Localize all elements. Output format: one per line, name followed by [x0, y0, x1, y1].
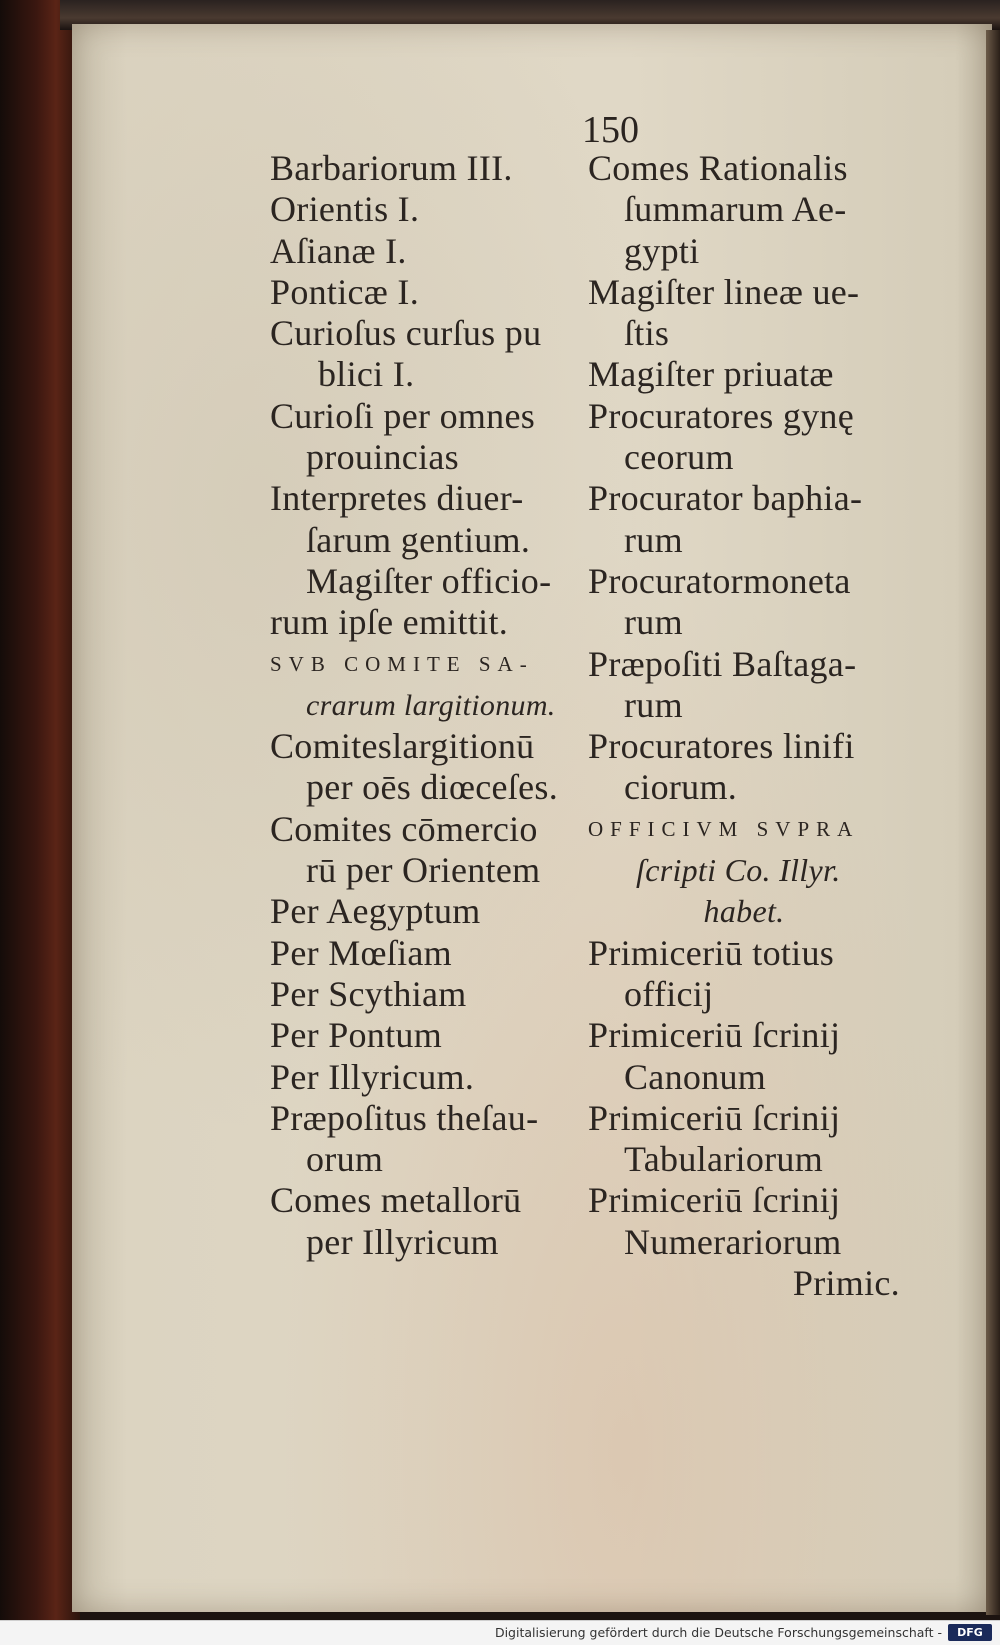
text-line: Curioſus curſus pu	[270, 313, 542, 354]
text-line: Tabulariorum	[624, 1139, 824, 1180]
section-heading-italic: crarum largitionum.	[306, 688, 556, 722]
section-heading-italic: habet.	[703, 893, 785, 930]
text-line: Numerariorum	[624, 1221, 842, 1262]
text-line: orum	[306, 1139, 384, 1180]
text-line: rum ipſe emittit.	[270, 602, 509, 643]
text-line: Comiteslargitionū	[270, 726, 535, 767]
text-line: Orientis I.	[270, 189, 420, 230]
text-line: Comes metallorū	[270, 1180, 522, 1221]
text-line: Magiſter lineæ ue-	[588, 271, 860, 312]
left-column	[270, 148, 580, 1263]
text-line: rum	[624, 684, 683, 725]
text-line: officij	[624, 973, 714, 1014]
text-line: ſarum gentium.	[306, 519, 531, 560]
text-line: Primiceriū ſcrinij	[588, 1180, 841, 1221]
text-line: Procuratores linifi	[588, 726, 855, 767]
text-line: Comites cōmercio	[270, 808, 538, 849]
text-line: rum	[624, 602, 683, 643]
text-line: rū per Orientem	[306, 850, 541, 891]
text-line: Magiſter priuatæ	[588, 354, 834, 395]
text-line: Per Scythiam	[270, 973, 467, 1014]
catchword: Primic.	[792, 1263, 900, 1304]
text-line: rum	[624, 519, 683, 560]
page-number: 150	[582, 109, 639, 151]
text-line: prouincias	[306, 437, 459, 478]
dfg-logo[interactable]: DFG	[948, 1624, 992, 1641]
book-binding	[0, 0, 80, 1620]
text-line: Canonum	[624, 1056, 767, 1097]
text-line: Magiſter officio-	[306, 560, 552, 601]
text-line: Curioſi per omnes	[270, 395, 536, 436]
text-line: Per Illyricum.	[270, 1056, 475, 1097]
page-edge	[986, 30, 1000, 1615]
text-line: ſummarum Ae-	[624, 189, 847, 230]
text-line: Per Aegyptum	[270, 891, 481, 932]
text-line: ciorum.	[624, 767, 738, 808]
text-line: Præpoſiti Baſtaga-	[588, 643, 857, 684]
text-line: Primiceriū totius	[588, 932, 835, 973]
text-line: per Illyricum	[306, 1221, 499, 1262]
right-column	[588, 148, 900, 1304]
text-line: per oēs diœceſes.	[306, 767, 559, 808]
text-line: Procuratores gynę	[588, 395, 855, 436]
text-line: Per Pontum	[270, 1015, 443, 1056]
text-line: Primiceriū ſcrinij	[588, 1097, 841, 1138]
text-line: ceorum	[624, 437, 734, 478]
text-line: ſtis	[624, 313, 670, 354]
text-line: Per Mœſiam	[270, 932, 452, 973]
text-line: blici I.	[318, 354, 415, 395]
text-line: Procurator baphia-	[588, 478, 863, 519]
section-heading-italic: ſcripti Co. Illyr.	[636, 852, 841, 889]
funding-credit: Digitalisierung gefördert durch die Deutsche Forschungsgemeinschaft -	[494, 1625, 942, 1640]
text-line: gypti	[624, 230, 700, 271]
text-line: Præpoſitus theſau-	[270, 1097, 539, 1138]
text-line: Barbariorum III.	[270, 148, 513, 188]
text-line: Interpretes diuer-	[270, 478, 524, 519]
footer-bar	[0, 1620, 1000, 1645]
text-line: Aſianæ I.	[270, 230, 407, 271]
text-line: Ponticæ I.	[270, 271, 420, 312]
text-line: Comes Rationalis	[588, 148, 848, 188]
text-line: Procuratormoneta	[588, 560, 851, 601]
text-line: Primiceriū ſcrinij	[588, 1015, 841, 1056]
section-heading: SVB COMITE SA-	[270, 651, 534, 676]
section-heading: OFFICIVM SVPRA	[588, 816, 860, 841]
